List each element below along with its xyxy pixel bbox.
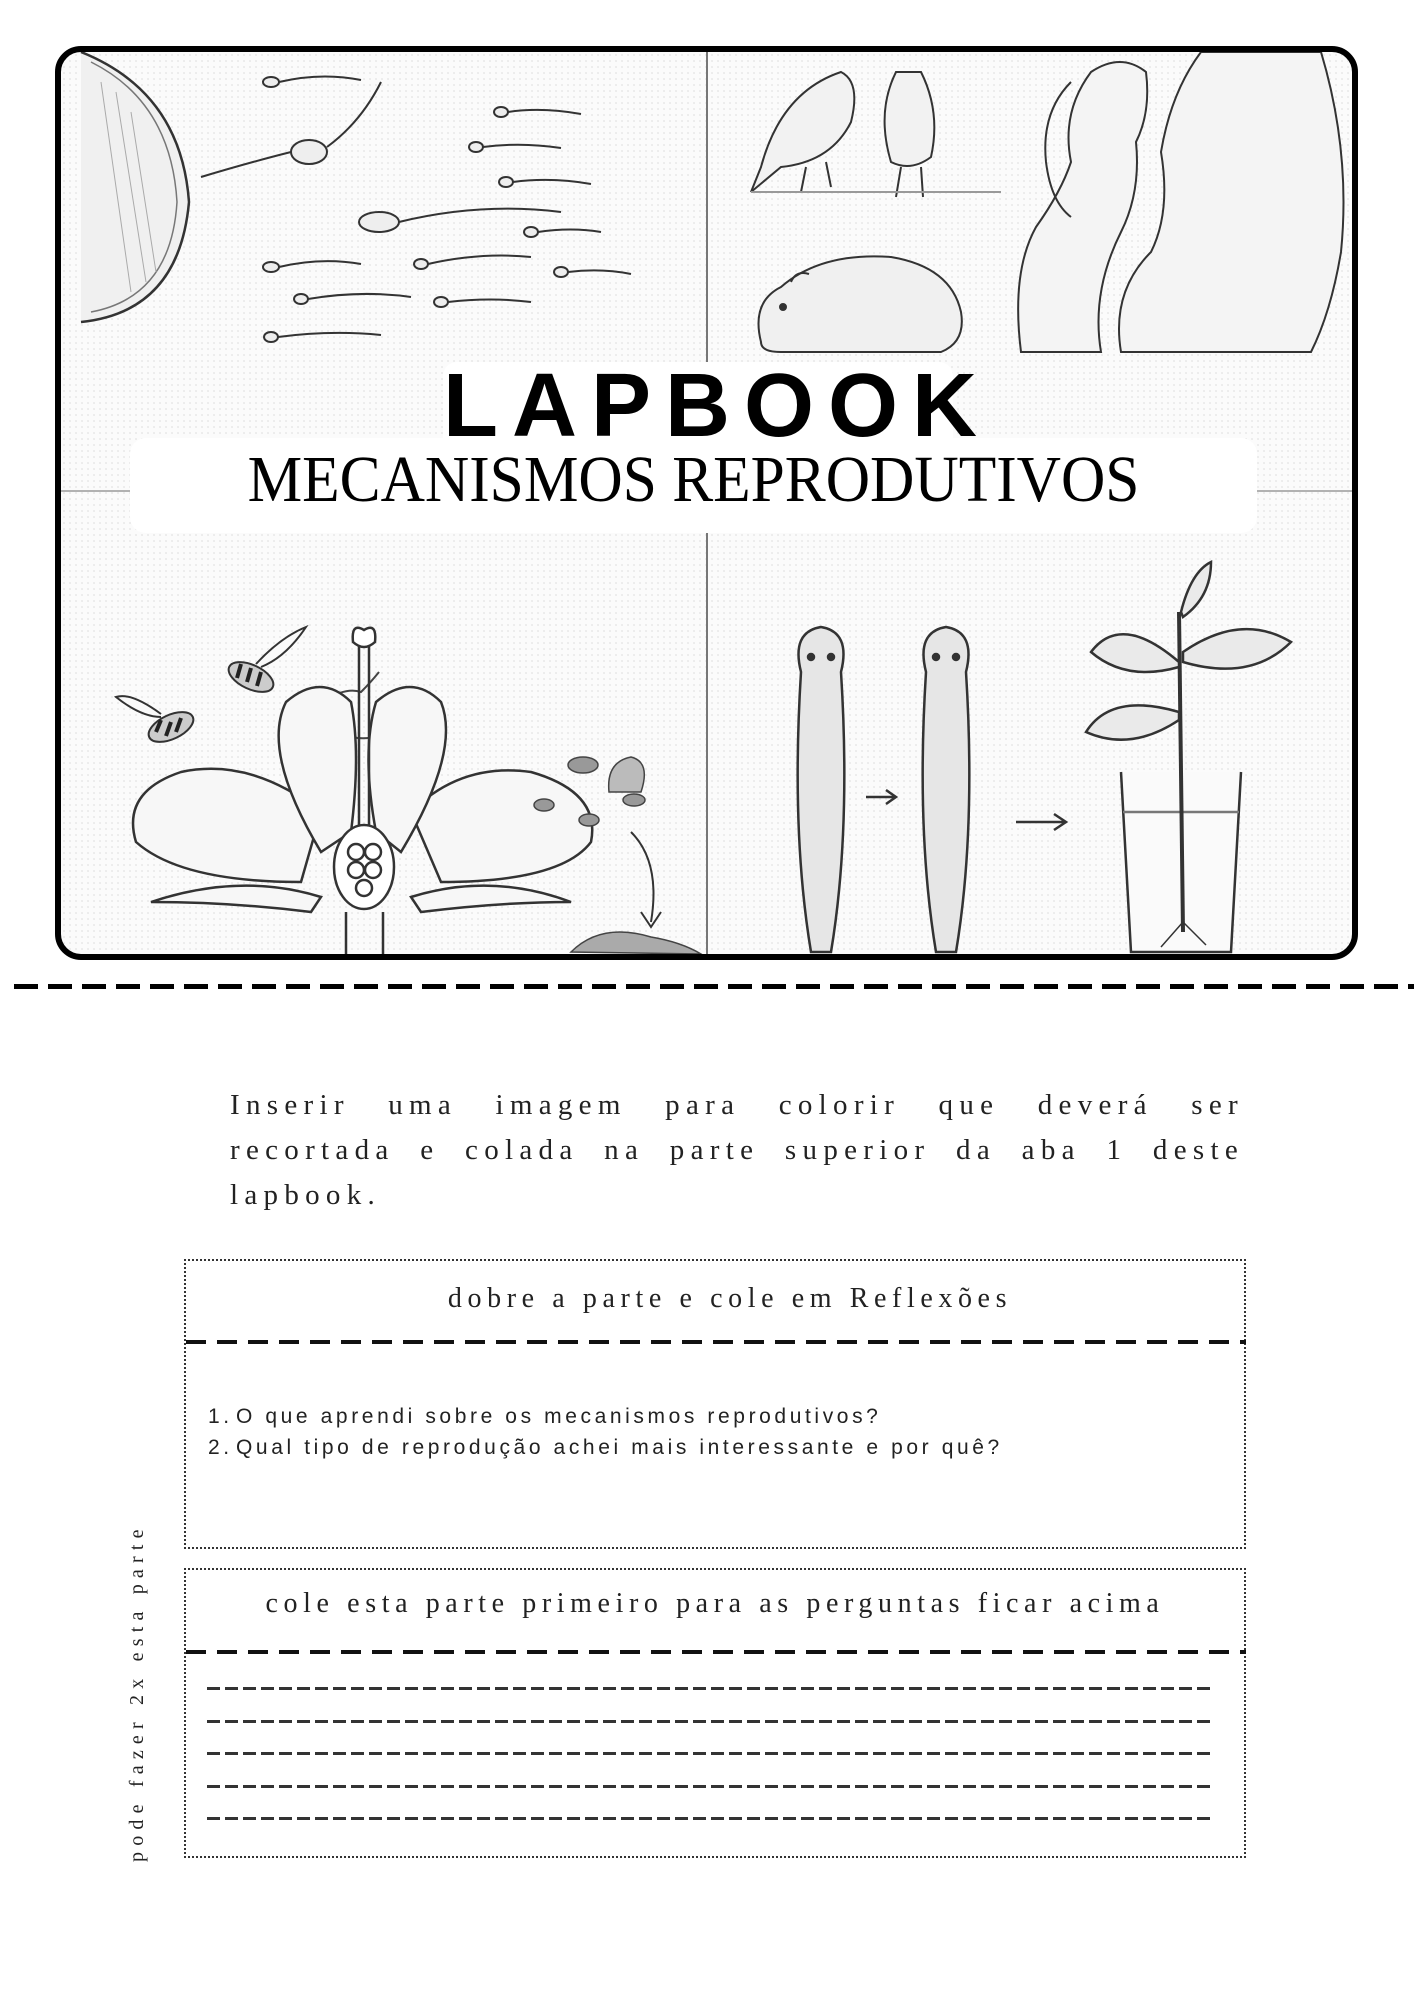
question-item xyxy=(208,1401,1003,1432)
cut-line xyxy=(14,984,1414,989)
writing-line xyxy=(207,1785,1213,1788)
cover-subtitle: MECANISMOS REPRODUTIVOS xyxy=(247,443,1140,516)
fold-line xyxy=(186,1340,1246,1344)
question-number: 2. xyxy=(208,1436,233,1459)
question-item xyxy=(208,1432,1003,1463)
cover-frame xyxy=(55,46,1358,960)
writing-line xyxy=(207,1817,1213,1820)
writing-line xyxy=(207,1720,1213,1723)
question-number: 1. xyxy=(208,1405,233,1428)
question-text: O que aprendi sobre os mecanismos reprodutivos? xyxy=(236,1405,882,1428)
reflection-box-heading: dobre a parte e cole em Reflexões xyxy=(447,1283,1013,1314)
answer-box xyxy=(184,1568,1246,1858)
cover-title: LAPBOOK xyxy=(443,356,991,456)
reflection-box xyxy=(184,1259,1246,1549)
side-note: pode fazer 2x esta parte xyxy=(126,1523,148,1862)
question-list xyxy=(208,1401,1003,1463)
question-text: Qual tipo de reprodução achei mais interessante e por quê? xyxy=(236,1436,1003,1459)
writing-line xyxy=(207,1687,1213,1690)
fold-line xyxy=(186,1650,1246,1654)
answer-box-heading: cole esta parte primeiro para as perguntas ficar acima xyxy=(265,1588,1165,1619)
instruction-text: Inserir uma imagem para colorir que deverá ser recortada e colada na parte superior da aba 1 deste lapbook. xyxy=(230,1089,1244,1211)
writing-line xyxy=(207,1752,1213,1755)
